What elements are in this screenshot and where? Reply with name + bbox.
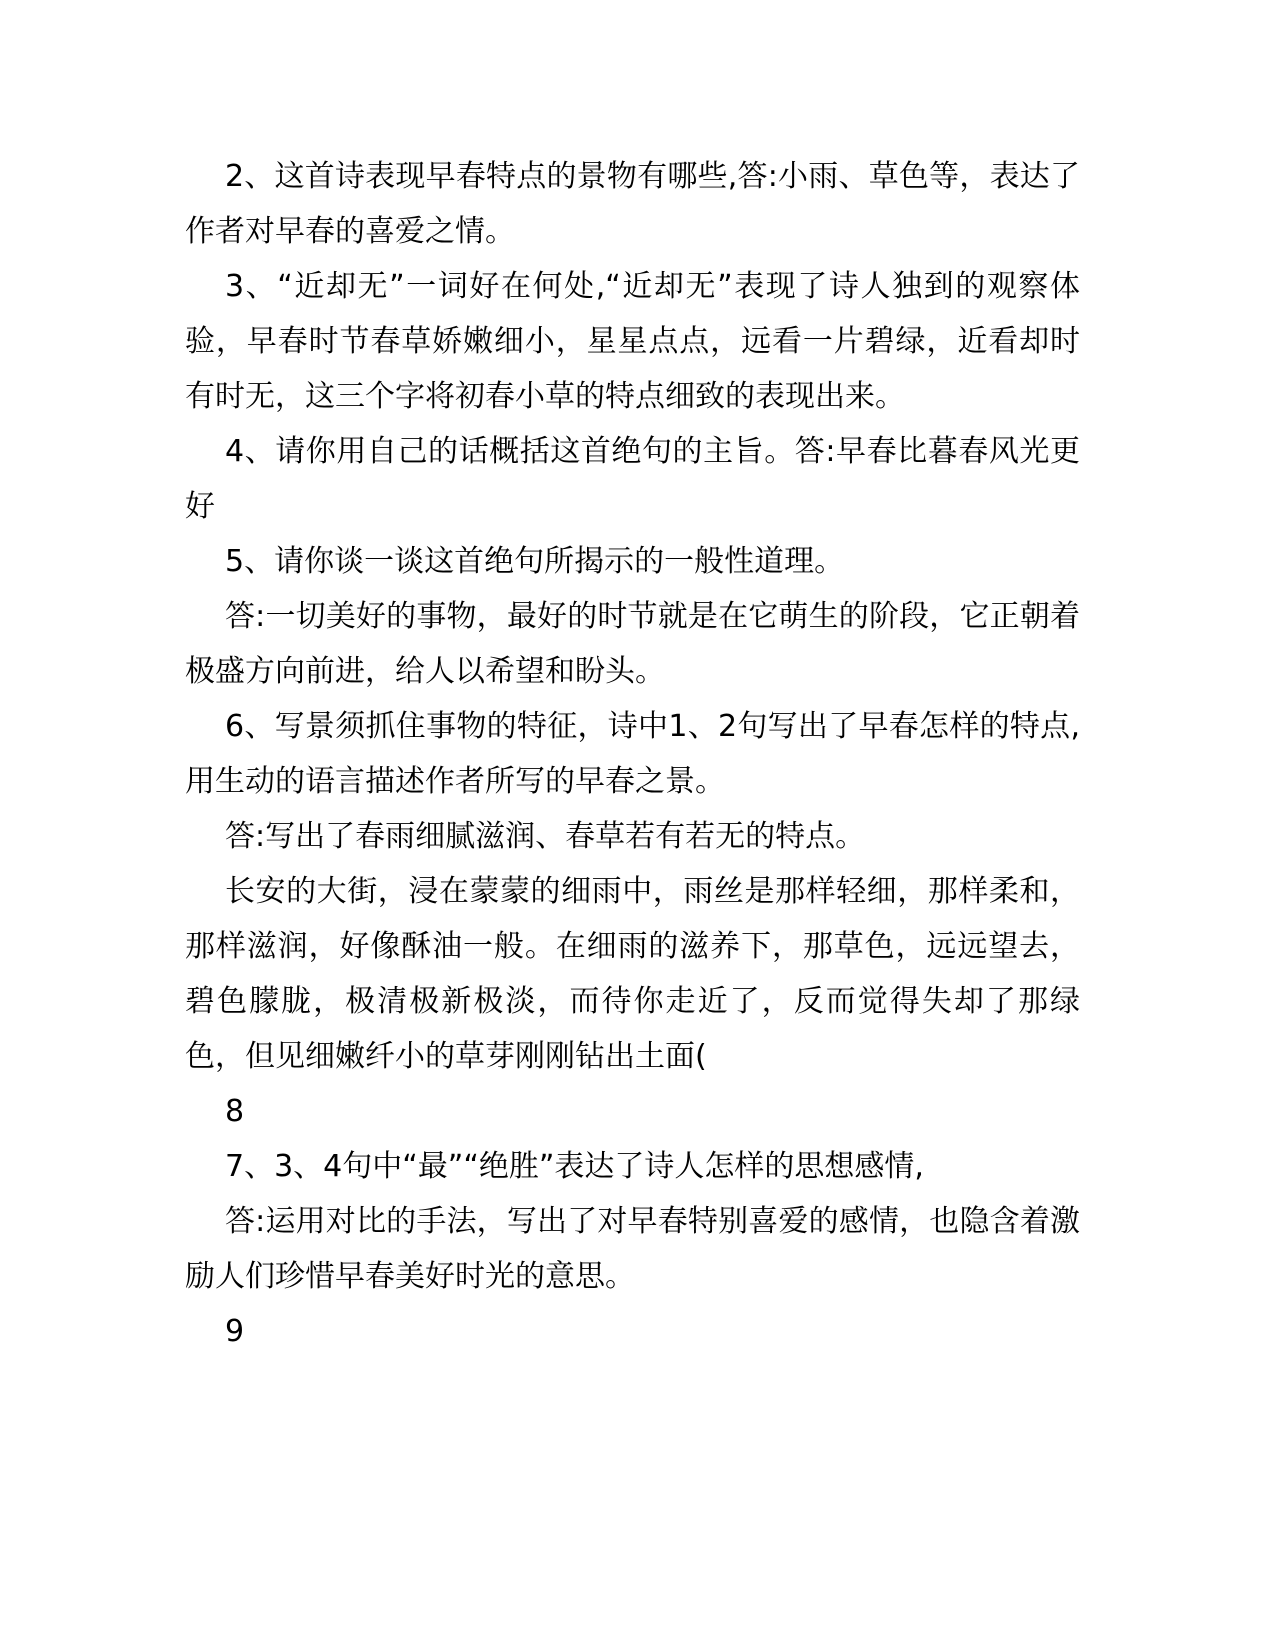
paragraph-question-4: 4、请你用自己的话概括这首绝句的主旨。答:早春比暮春风光更好 [185,434,1080,524]
paragraph-question-6: 6、写景须抓住事物的特征，诗中1、2句写出了早春怎样的特点,用生动的语言描述作者所写的早春之景。 [185,709,1080,799]
document-body [185,149,1080,1359]
paragraph-question-7: 7、3、4句中“最”“绝胜”表达了诗人怎样的思想感情, [225,1149,924,1184]
paragraph-answer-6: 答:写出了春雨细腻滋润、春草若有若无的特点。 [225,819,866,854]
paragraph-question-3: 3、“近却无”一词好在何处,“近却无”表现了诗人独到的观察体验，早春时节春草娇嫩细小，星星点点，远看一片碧绿，近看却时有时无，这三个字将初春小草的特点细致的表现出来。 [185,269,1080,414]
page-number: 9 [225,1314,245,1349]
paragraph-question-5: 5、请你谈一谈这首绝句所揭示的一般性道理。 [225,544,845,579]
paragraph-answer-7: 答:运用对比的手法，写出了对早春特别喜爱的感情，也隐含着激励人们珍惜早春美好时光的意思。 [185,1204,1080,1294]
page-number: 8 [225,1094,245,1129]
paragraph-question-2: 2、这首诗表现早春特点的景物有哪些,答:小雨、草色等，表达了作者对早春的喜爱之情。 [185,159,1080,249]
paragraph-description: 长安的大街，浸在蒙蒙的细雨中，雨丝是那样轻细，那样柔和，那样滋润，好像酥油一般。在细雨的滋养下，那草色，远远望去，碧色朦胧，极清极新极淡，而待你走近了，反而觉得失却了那绿色，但见细嫩纤小的草芽刚刚钻出土面( [185,874,1080,1074]
paragraph-answer-5: 答:一切美好的事物，最好的时节就是在它萌生的阶段，它正朝着极盛方向前进，给人以希望和盼头。 [185,599,1080,689]
